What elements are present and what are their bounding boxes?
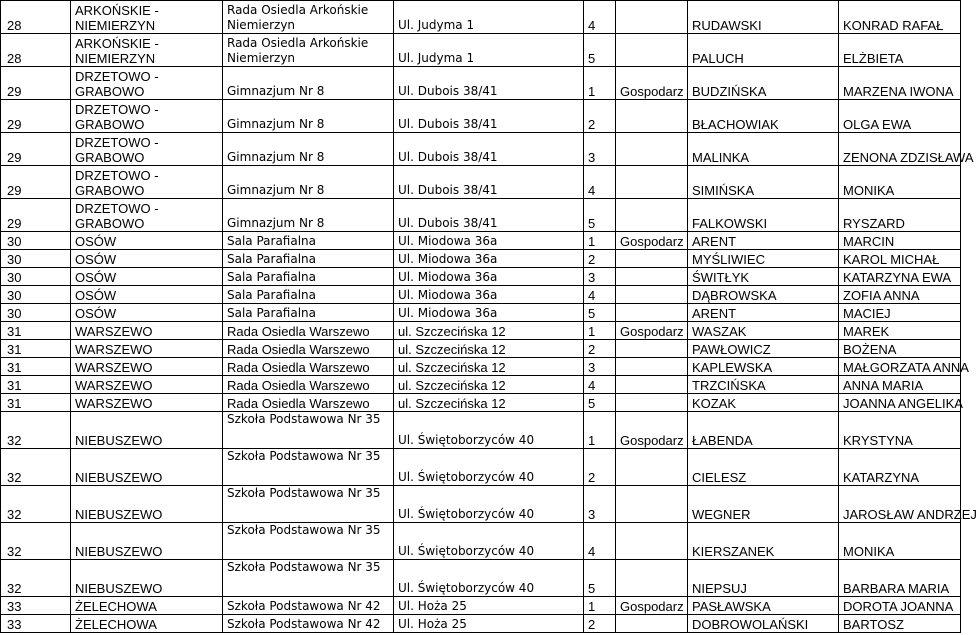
address: Ul. Świętoborzyców 40 [394,523,584,560]
table-row [1,304,961,322]
district-number: 31 [1,394,71,412]
district-number: 29 [1,166,71,199]
table-row [1,449,961,486]
table-row [1,1,961,34]
district-number: 31 [1,376,71,394]
role [616,100,688,133]
table-row [1,67,961,100]
address: Ul. Świętoborzyców 40 [394,560,584,597]
address: Ul. Dubois 38/41 [394,133,584,166]
district-number: 29 [1,100,71,133]
seat-number: 3 [584,358,616,376]
surname: PAWŁOWICZ [688,340,839,358]
address: Ul. Dubois 38/41 [394,67,584,100]
address: Ul. Świętoborzyców 40 [394,449,584,486]
role: Gospodarz [616,322,688,340]
role [616,340,688,358]
seat-number: 4 [584,523,616,560]
seat-number: 2 [584,449,616,486]
seat-number: 5 [584,304,616,322]
town-name: WARSZEWO [71,376,223,394]
role [616,358,688,376]
surname: CIELESZ [688,449,839,486]
district-number: 30 [1,250,71,268]
district-number: 31 [1,340,71,358]
surname: KOZAK [688,394,839,412]
surname: ARENT [688,232,839,250]
town-name: OSÓW [71,250,223,268]
district-number: 32 [1,523,71,560]
polling-place: Sala Parafialna [223,250,394,268]
seat-number: 5 [584,199,616,232]
role [616,250,688,268]
role [616,394,688,412]
surname: KAPLEWSKA [688,358,839,376]
polling-place: Gimnazjum Nr 8 [223,100,394,133]
district-number: 31 [1,322,71,340]
polling-place: Sala Parafialna [223,232,394,250]
role [616,166,688,199]
table-row [1,34,961,67]
table-row [1,486,961,523]
polling-place: Sala Parafialna [223,304,394,322]
first-name: DOROTA JOANNA [839,597,961,615]
district-number: 30 [1,286,71,304]
table-row [1,322,961,340]
polling-place: Rada Osiedla Arkońskie Niemierzyn [223,34,394,67]
first-name: ELŻBIETA [839,34,961,67]
district-number: 30 [1,232,71,250]
first-name: MAREK [839,322,961,340]
role [616,376,688,394]
first-name: ANNA MARIA [839,376,961,394]
seat-number: 3 [584,268,616,286]
role [616,34,688,67]
town-name: DRZETOWO - GRABOWO [71,100,223,133]
polling-place: Gimnazjum Nr 8 [223,199,394,232]
first-name: BARBARA MARIA [839,560,961,597]
address: ul. Szczecińska 12 [394,394,584,412]
address: Ul. Dubois 38/41 [394,199,584,232]
table-row [1,166,961,199]
seat-number: 2 [584,615,616,633]
surname: WEGNER [688,486,839,523]
town-name: NIEBUSZEWO [71,523,223,560]
polling-place: Szkoła Podstawowa Nr 35 [223,449,394,486]
polling-place: Sala Parafialna [223,268,394,286]
seat-number: 4 [584,376,616,394]
table-row [1,615,961,633]
seat-number: 2 [584,340,616,358]
first-name: KATARZYNA EWA [839,268,961,286]
town-name: ŻELECHOWA [71,615,223,633]
town-name: NIEBUSZEWO [71,412,223,449]
seat-number: 4 [584,166,616,199]
surname: RUDAWSKI [688,1,839,34]
table-row [1,232,961,250]
polling-place: Sala Parafialna [223,286,394,304]
town-name: ŻELECHOWA [71,597,223,615]
address: Ul. Miodowa 36a [394,286,584,304]
town-name: DRZETOWO - GRABOWO [71,199,223,232]
district-number: 28 [1,34,71,67]
first-name: MARZENA IWONA [839,67,961,100]
address: Ul. Dubois 38/41 [394,100,584,133]
district-number: 33 [1,615,71,633]
surname: BŁACHOWIAK [688,100,839,133]
table-body [1,1,977,633]
role: Gospodarz [616,232,688,250]
polling-place: Rada Osiedla Warszewo [223,394,394,412]
district-number: 29 [1,199,71,232]
seat-number: 3 [584,133,616,166]
role [616,268,688,286]
table-row [1,268,961,286]
first-name: ZOFIA ANNA [839,286,961,304]
address: Ul. Hoża 25 [394,597,584,615]
town-name: ARKOŃSKIE - NIEMIERZYN [71,34,223,67]
table-row [1,523,961,560]
polling-place: Rada Osiedla Warszewo [223,340,394,358]
seat-number: 4 [584,286,616,304]
polling-place: Szkoła Podstawowa Nr 35 [223,523,394,560]
address: Ul. Dubois 38/41 [394,166,584,199]
surname: SIMIŃSKA [688,166,839,199]
first-name: KONRAD RAFAŁ [839,1,961,34]
polling-place: Gimnazjum Nr 8 [223,67,394,100]
surname: MYŚLIWIEC [688,250,839,268]
town-name: OSÓW [71,286,223,304]
address: Ul. Miodowa 36a [394,304,584,322]
role: Gospodarz [616,412,688,449]
polling-place: Szkoła Podstawowa Nr 35 [223,560,394,597]
polling-place: Gimnazjum Nr 8 [223,133,394,166]
role [616,449,688,486]
polling-place: Rada Osiedla Warszewo [223,358,394,376]
seat-number: 1 [584,67,616,100]
role: Gospodarz [616,67,688,100]
polling-place: Rada Osiedla Warszewo [223,376,394,394]
address: Ul. Hoża 25 [394,615,584,633]
role [616,1,688,34]
surname: NIEPSUJ [688,560,839,597]
polling-place: Szkoła Podstawowa Nr 35 [223,486,394,523]
role [616,133,688,166]
first-name: ZENONA ZDZISŁAWA [839,133,961,166]
table-row [1,597,961,615]
role: Gospodarz [616,597,688,615]
role [616,304,688,322]
surname: FALKOWSKI [688,199,839,232]
first-name: OLGA EWA [839,100,961,133]
first-name: KRYSTYNA [839,412,961,449]
seat-number: 2 [584,250,616,268]
polling-place: Rada Osiedla Warszewo [223,322,394,340]
first-name: JAROSŁAW ANDRZEJ [839,486,961,523]
role [616,486,688,523]
surname: KIERSZANEK [688,523,839,560]
surname: ŚWITŁYK [688,268,839,286]
table-row [1,412,961,449]
table-row [1,286,961,304]
district-number: 30 [1,304,71,322]
first-name: KATARZYNA [839,449,961,486]
first-name: BOŻENA [839,340,961,358]
surname: MALINKA [688,133,839,166]
address: Ul. Miodowa 36a [394,250,584,268]
seat-number: 5 [584,394,616,412]
address: Ul. Świętoborzyców 40 [394,412,584,449]
polling-place: Szkoła Podstawowa Nr 42 [223,597,394,615]
address: ul. Szczecińska 12 [394,340,584,358]
seat-number: 1 [584,232,616,250]
town-name: NIEBUSZEWO [71,449,223,486]
address: Ul. Świętoborzyców 40 [394,486,584,523]
first-name: MONIKA [839,166,961,199]
polling-place: Szkoła Podstawowa Nr 35 [223,412,394,449]
surname: BUDZIŃSKA [688,67,839,100]
address: Ul. Miodowa 36a [394,268,584,286]
table-row [1,340,961,358]
surname: PALUCH [688,34,839,67]
district-number: 29 [1,133,71,166]
district-number: 32 [1,449,71,486]
table-row [1,358,961,376]
table-row [1,199,961,232]
district-number: 30 [1,268,71,286]
role [616,286,688,304]
town-name: OSÓW [71,268,223,286]
town-name: WARSZEWO [71,358,223,376]
first-name: MACIEJ [839,304,961,322]
address: Ul. Judyma 1 [394,1,584,34]
seat-number: 1 [584,412,616,449]
first-name: BARTOSZ [839,615,961,633]
surname: TRZCIŃSKA [688,376,839,394]
seat-number: 5 [584,34,616,67]
surname: ŁABENDA [688,412,839,449]
first-name: MARCIN [839,232,961,250]
first-name: JOANNA ANGELIKA [839,394,961,412]
town-name: WARSZEWO [71,340,223,358]
address: Ul. Judyma 1 [394,34,584,67]
town-name: DRZETOWO - GRABOWO [71,133,223,166]
surname: DĄBROWSKA [688,286,839,304]
table-row [1,376,961,394]
district-number: 33 [1,597,71,615]
district-number: 32 [1,486,71,523]
seat-number: 3 [584,486,616,523]
district-number: 32 [1,412,71,449]
district-number: 31 [1,358,71,376]
first-name: KAROL MICHAŁ [839,250,961,268]
first-name: MONIKA [839,523,961,560]
role [616,560,688,597]
table-row [1,100,961,133]
polling-place: Gimnazjum Nr 8 [223,166,394,199]
first-name: RYSZARD [839,199,961,232]
seat-number: 1 [584,322,616,340]
address: ul. Szczecińska 12 [394,322,584,340]
town-name: WARSZEWO [71,322,223,340]
address: Ul. Miodowa 36a [394,232,584,250]
surname: DOBROWOLAŃSKI [688,615,839,633]
seat-number: 5 [584,560,616,597]
surname: ARENT [688,304,839,322]
polling-place: Szkoła Podstawowa Nr 42 [223,615,394,633]
town-name: DRZETOWO - GRABOWO [71,166,223,199]
table-row [1,560,961,597]
district-number: 28 [1,1,71,34]
table-row [1,394,961,412]
town-name: NIEBUSZEWO [71,486,223,523]
first-name: MAŁGORZATA ANNA [839,358,961,376]
role [616,615,688,633]
role [616,523,688,560]
address: ul. Szczecińska 12 [394,358,584,376]
town-name: OSÓW [71,304,223,322]
town-name: DRZETOWO - GRABOWO [71,67,223,100]
table-row [1,133,961,166]
surname: PASŁAWSKA [688,597,839,615]
surname: WASZAK [688,322,839,340]
town-name: ARKOŃSKIE - NIEMIERZYN [71,1,223,34]
town-name: NIEBUSZEWO [71,560,223,597]
seat-number: 2 [584,100,616,133]
district-number: 29 [1,67,71,100]
seat-number: 4 [584,1,616,34]
town-name: OSÓW [71,232,223,250]
district-number: 32 [1,560,71,597]
role [616,199,688,232]
town-name: WARSZEWO [71,394,223,412]
table-row [1,250,961,268]
address: ul. Szczecińska 12 [394,376,584,394]
seat-number: 1 [584,597,616,615]
polling-place: Rada Osiedla Arkońskie Niemierzyn [223,1,394,34]
